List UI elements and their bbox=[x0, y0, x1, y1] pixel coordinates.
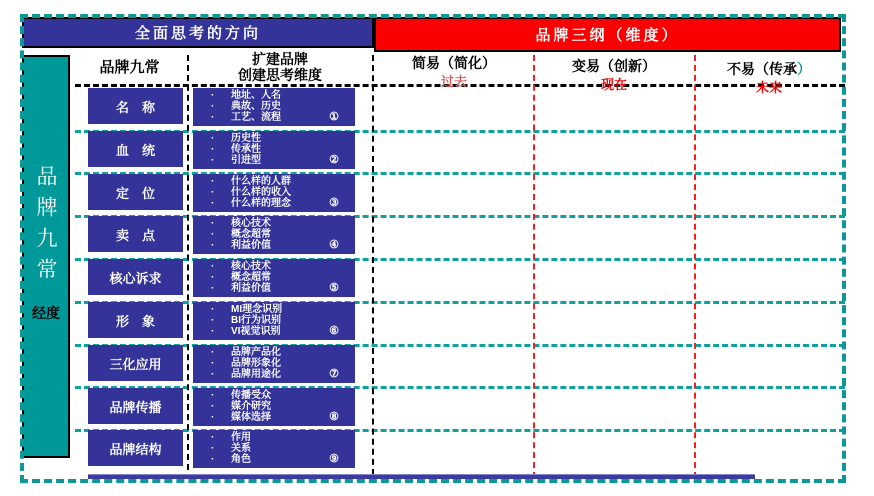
row-bullets-9 bbox=[193, 430, 355, 468]
bullet-text: 传播受众 bbox=[231, 390, 271, 401]
row-bullets-8 bbox=[193, 388, 355, 426]
row-separator bbox=[75, 301, 845, 304]
bullet-text: 传承性 bbox=[231, 144, 261, 155]
bullet-text: BI行为识别 bbox=[231, 315, 281, 326]
bullet-line bbox=[193, 347, 355, 358]
row-label-8: 品牌传播 bbox=[88, 388, 183, 424]
bottom-accent-line bbox=[88, 474, 755, 479]
dimension-title-paren: ） bbox=[797, 61, 811, 77]
bullet-text: VI视觉识别 bbox=[231, 326, 281, 337]
row-label-4: 卖 点 bbox=[88, 216, 183, 252]
circled-number: ② bbox=[329, 154, 339, 166]
bullet-text: 作用 bbox=[231, 432, 251, 443]
bullet-line bbox=[193, 283, 355, 294]
circled-number: ③ bbox=[329, 197, 339, 209]
sidebar-vertical-title: 品牌九常 bbox=[34, 165, 58, 289]
bullet-dot-icon: · bbox=[211, 133, 215, 144]
bullet-text: 什么样的人群 bbox=[231, 176, 291, 187]
dimension-title-text: 简易（简化） bbox=[412, 55, 496, 71]
bullet-line bbox=[193, 369, 355, 380]
column-header-line1: 扩建品牌 bbox=[252, 51, 308, 67]
bullet-dot-icon: · bbox=[211, 144, 215, 155]
bullet-dot-icon: · bbox=[211, 390, 215, 401]
row-label-3: 定 位 bbox=[88, 174, 183, 210]
circled-number: ⑧ bbox=[329, 411, 339, 423]
row-separator bbox=[75, 429, 845, 432]
circled-number: ⑤ bbox=[329, 282, 339, 294]
bullet-dot-icon: · bbox=[211, 443, 215, 454]
column-header-line2: 创建思考维度 bbox=[238, 67, 322, 83]
circled-number: ⑦ bbox=[329, 368, 339, 380]
bullet-dot-icon: · bbox=[211, 101, 215, 112]
bullet-line bbox=[193, 454, 355, 465]
dimension-title-text: 变易（创新） bbox=[572, 58, 656, 74]
sidebar-teal-bar bbox=[22, 55, 70, 458]
dimension-title-text: 不易（传承 bbox=[727, 61, 797, 77]
circled-number: ① bbox=[329, 111, 339, 123]
row-label-7: 三化应用 bbox=[88, 345, 183, 381]
row-label-9: 品牌结构 bbox=[88, 430, 183, 466]
bullet-dot-icon: · bbox=[211, 187, 215, 198]
bullet-line bbox=[193, 412, 355, 423]
row-bullets-1 bbox=[193, 88, 355, 126]
dimension-time-present: 现在 bbox=[600, 77, 627, 92]
sidebar-axis-label: 经度 bbox=[32, 305, 60, 321]
bullet-line bbox=[193, 432, 355, 443]
row-bullets-2 bbox=[193, 131, 355, 169]
bullet-dot-icon: · bbox=[211, 369, 215, 380]
dimension-header-simplify bbox=[375, 53, 533, 90]
column-header-brand-nine: 品牌九常 bbox=[99, 59, 160, 76]
dimension-header-inherit bbox=[696, 59, 842, 96]
vertical-dashed-line-black-1 bbox=[187, 55, 189, 470]
bullet-dot-icon: · bbox=[211, 304, 215, 315]
bullet-text: 工艺、流程 bbox=[231, 112, 281, 123]
bullet-line bbox=[193, 90, 355, 101]
row-separator bbox=[75, 172, 845, 175]
dimension-title bbox=[375, 53, 533, 73]
bullet-text: 概念超常 bbox=[231, 272, 271, 283]
bullet-line bbox=[193, 112, 355, 123]
row-bullets-3 bbox=[193, 174, 355, 212]
dimension-header-innovate bbox=[535, 56, 693, 93]
bullet-line bbox=[193, 176, 355, 187]
bullet-dot-icon: · bbox=[211, 90, 215, 101]
circled-number: ⑥ bbox=[329, 325, 339, 337]
bullet-text: 品牌产品化 bbox=[231, 347, 281, 358]
bullet-dot-icon: · bbox=[211, 229, 215, 240]
bullet-dot-icon: · bbox=[211, 401, 215, 412]
bullet-text: 引进型 bbox=[231, 155, 261, 166]
bullet-dot-icon: · bbox=[211, 261, 215, 272]
bullet-dot-icon: · bbox=[211, 198, 215, 209]
bullet-line bbox=[193, 155, 355, 166]
bullet-dot-icon: · bbox=[211, 240, 215, 251]
bullet-line bbox=[193, 261, 355, 272]
bullet-text: 角色 bbox=[231, 454, 251, 465]
row-label-2: 血 统 bbox=[88, 131, 183, 167]
bullet-text: 媒介研究 bbox=[231, 401, 271, 412]
bullet-text: MI理念识别 bbox=[231, 304, 283, 315]
bullet-line bbox=[193, 240, 355, 251]
bullet-line bbox=[193, 198, 355, 209]
bullet-text: 关系 bbox=[231, 443, 251, 454]
row-separator bbox=[75, 215, 845, 218]
bullet-text: 利益价值 bbox=[231, 240, 271, 251]
bullet-dot-icon: · bbox=[211, 272, 215, 283]
bullet-text: 媒体选择 bbox=[231, 412, 271, 423]
row-bullets-6 bbox=[193, 302, 355, 340]
bullet-text: 品牌形象化 bbox=[231, 358, 281, 369]
dimension-time-future: 未来 bbox=[755, 80, 782, 95]
bullet-dot-icon: · bbox=[211, 283, 215, 294]
bullet-text: 地址、人名 bbox=[231, 90, 281, 101]
row-separator bbox=[75, 386, 845, 389]
right-banner: 品牌三纲（维度） bbox=[374, 17, 841, 52]
vertical-dashed-line-red-1 bbox=[533, 55, 535, 478]
row-separator bbox=[75, 344, 845, 347]
bullet-line bbox=[193, 326, 355, 337]
row-bullets-5 bbox=[193, 259, 355, 297]
dimension-time-past: 过去 bbox=[440, 74, 467, 89]
bullet-dot-icon: · bbox=[211, 412, 215, 423]
bullet-line bbox=[193, 218, 355, 229]
bullet-text: 历史性 bbox=[231, 133, 261, 144]
vertical-dashed-line-red-2 bbox=[694, 55, 696, 478]
bullet-dot-icon: · bbox=[211, 155, 215, 166]
bullet-line bbox=[193, 304, 355, 315]
row-label-6: 形 象 bbox=[88, 302, 183, 338]
dimension-title bbox=[535, 56, 693, 76]
bullet-text: 品牌用途化 bbox=[231, 369, 281, 380]
bullet-dot-icon: · bbox=[211, 432, 215, 443]
column-header-thinking-dimensions bbox=[188, 51, 372, 83]
bullet-text: 什么样的理念 bbox=[231, 198, 291, 209]
bullet-dot-icon: · bbox=[211, 326, 215, 337]
row-separator bbox=[75, 258, 845, 261]
row-bullets-7 bbox=[193, 345, 355, 383]
circled-number: ⑨ bbox=[329, 453, 339, 465]
bullet-dot-icon: · bbox=[211, 358, 215, 369]
bullet-dot-icon: · bbox=[211, 176, 215, 187]
row-label-1: 名 称 bbox=[88, 88, 183, 124]
bullet-text: 概念超常 bbox=[231, 229, 271, 240]
dimension-title bbox=[696, 59, 842, 79]
bullet-line bbox=[193, 133, 355, 144]
row-label-5: 核心诉求 bbox=[88, 259, 183, 295]
bullet-text: 核心技术 bbox=[231, 218, 271, 229]
bullet-dot-icon: · bbox=[211, 218, 215, 229]
circled-number: ④ bbox=[329, 239, 339, 251]
bullet-text: 典故、历史 bbox=[231, 101, 281, 112]
row-separator bbox=[75, 130, 845, 133]
bullet-text: 核心技术 bbox=[231, 261, 271, 272]
bullet-line bbox=[193, 390, 355, 401]
bullet-text: 利益价值 bbox=[231, 283, 271, 294]
bullet-dot-icon: · bbox=[211, 454, 215, 465]
bullet-text: 什么样的收入 bbox=[231, 187, 291, 198]
row-bullets-4 bbox=[193, 216, 355, 254]
left-banner: 全面思考的方向 bbox=[22, 17, 374, 48]
bullet-dot-icon: · bbox=[211, 112, 215, 123]
bullet-dot-icon: · bbox=[211, 315, 215, 326]
vertical-dashed-line-black-2 bbox=[372, 55, 374, 475]
bullet-dot-icon: · bbox=[211, 347, 215, 358]
